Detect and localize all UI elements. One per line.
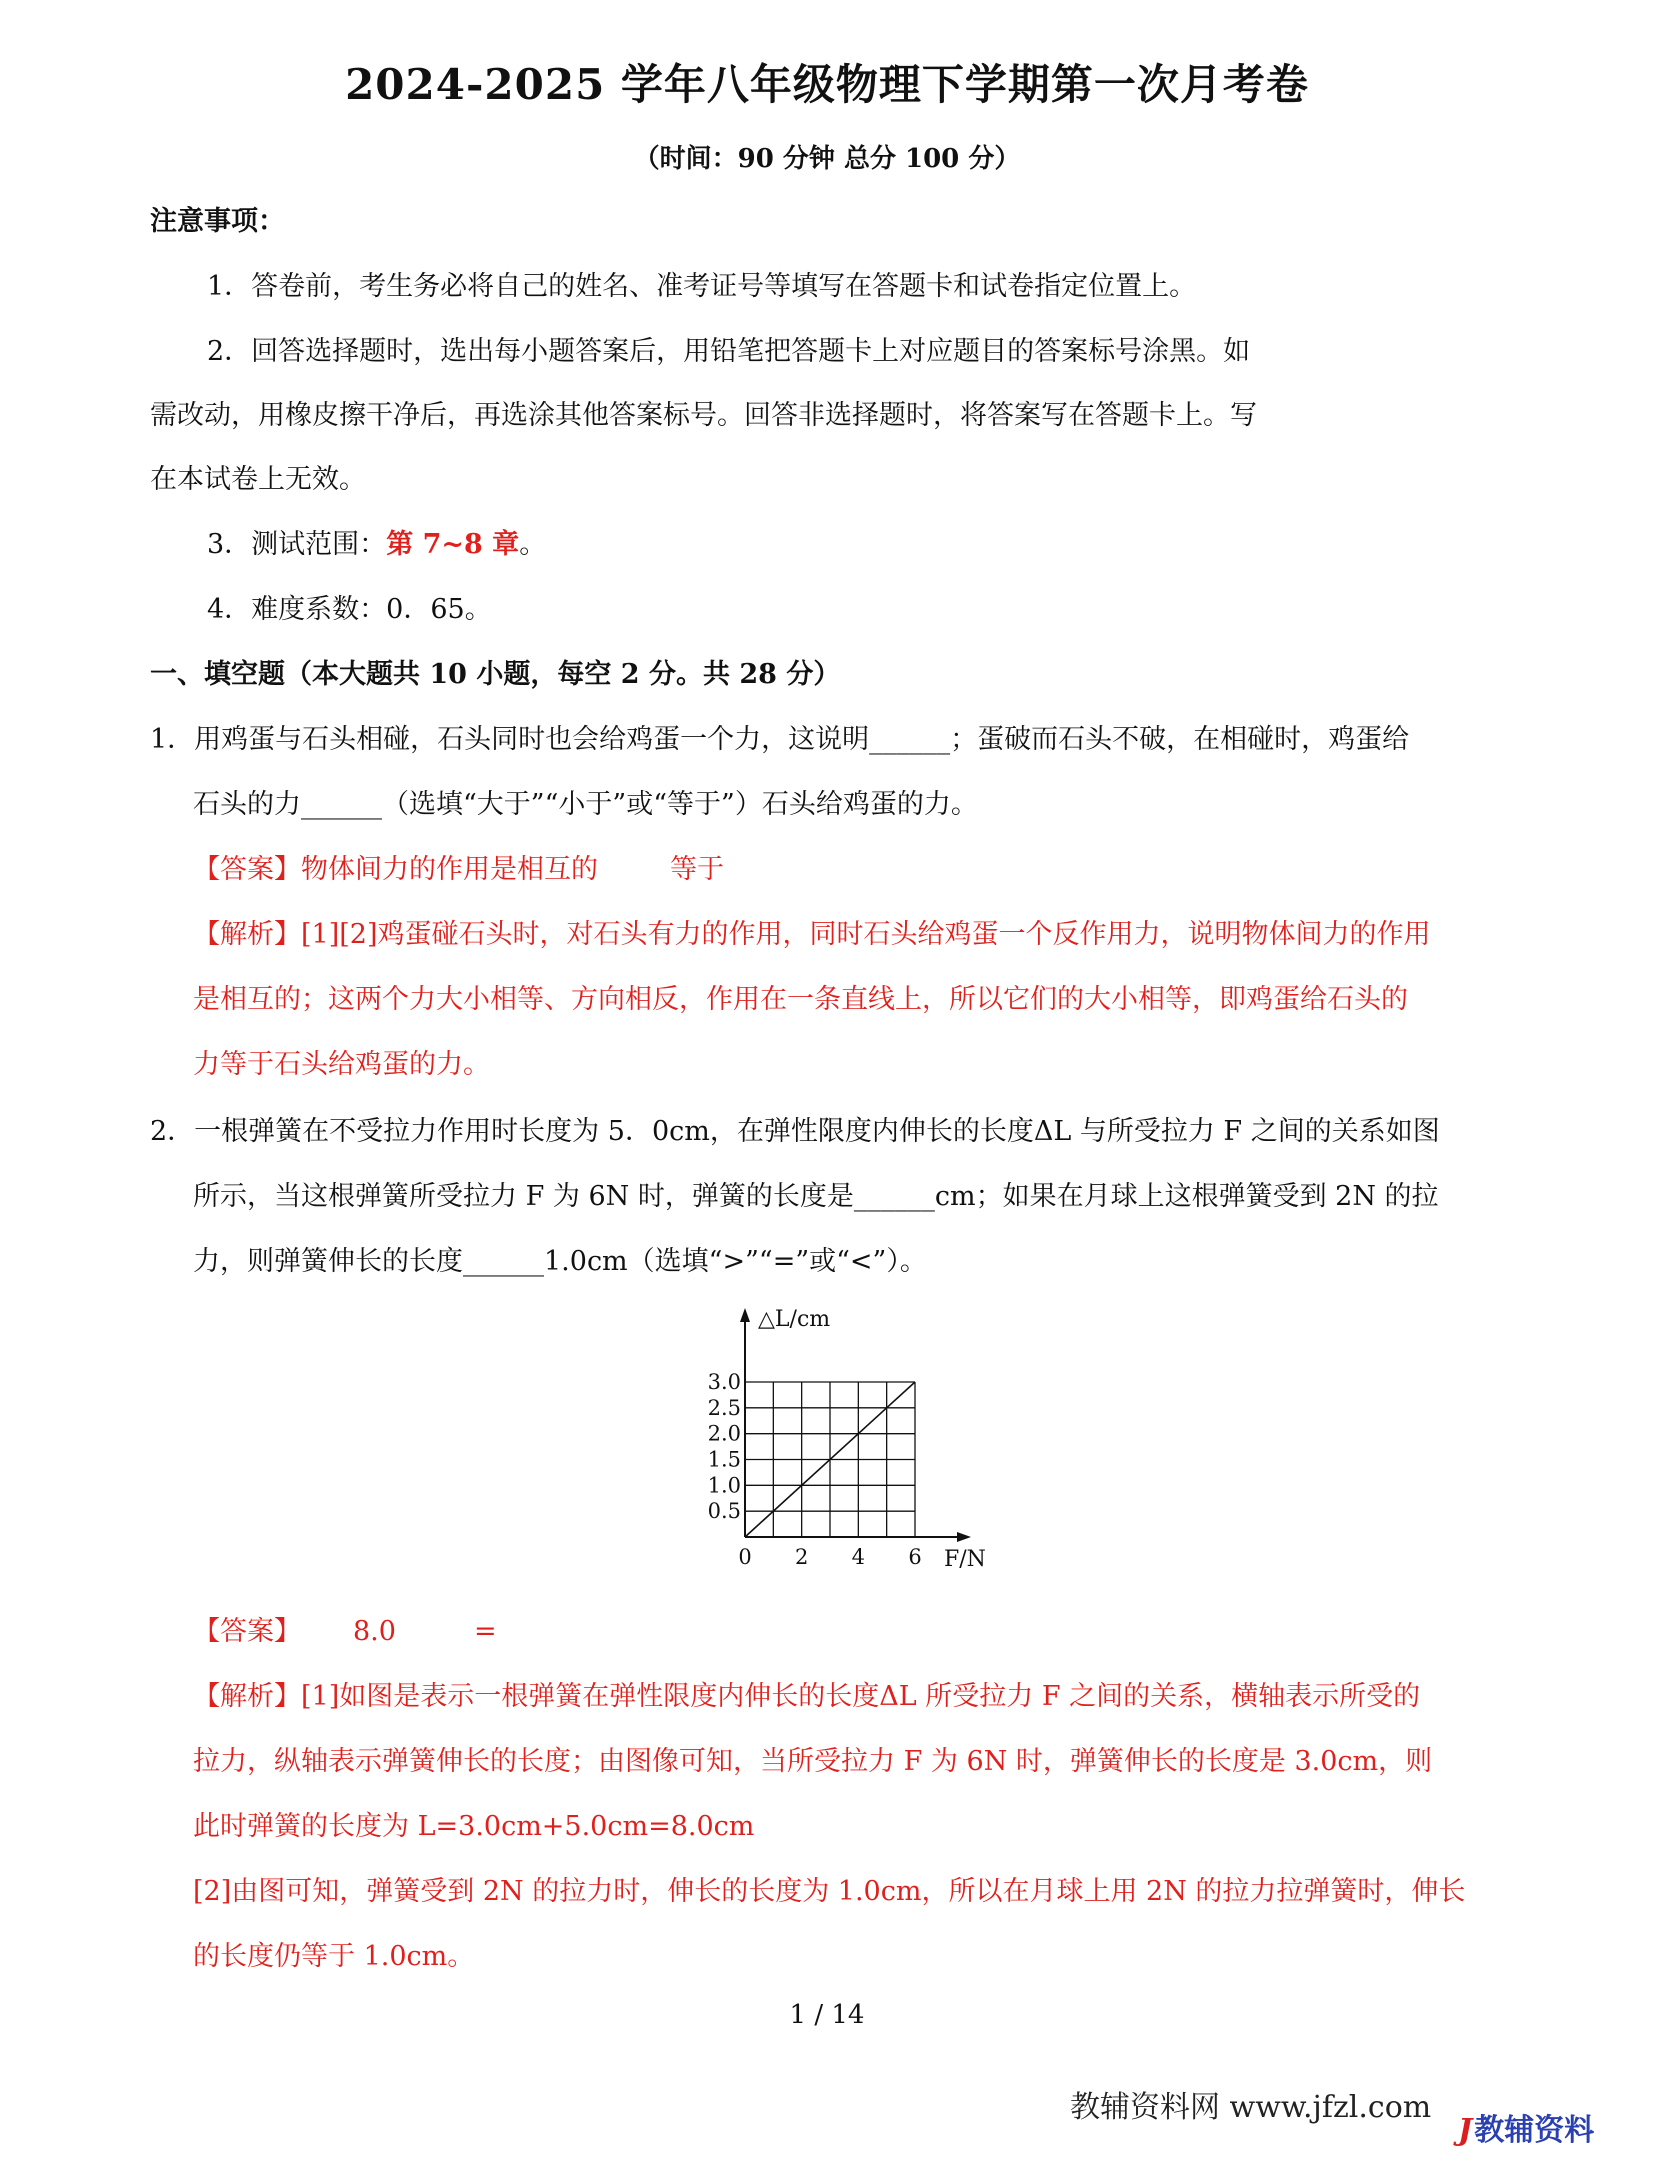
chart-y-tick-label: 1.0	[707, 1473, 741, 1498]
notice-item-3	[207, 525, 546, 565]
chart-x-tick-label: 4	[851, 1545, 866, 1569]
question-1-line-2: 石头的力______（选填“大于”“小于”或“等于”）石头给鸡蛋的力。	[193, 789, 978, 820]
analysis-tag: 【解析】	[193, 1681, 301, 1712]
chart-y-tick-label: 1.5	[707, 1447, 741, 1472]
test-range: 第 7~8 章	[386, 529, 520, 560]
notice-item-2-line-2: 需改动，用橡皮擦干净后，再选涂其他答案标号。回答非选择题时，将答案写在答题卡上。写	[150, 400, 1257, 431]
notice-heading: 注意事项：	[150, 206, 285, 237]
answer-blank-2: =	[473, 1616, 497, 1647]
question-2-line-2: 所示，当这根弹簧所受拉力 F 为 6N 时，弹簧的长度是______cm；如果在月球上这根弹簧受到 2N 的拉	[193, 1181, 1439, 1212]
chart-x-tick-label: 6	[908, 1545, 922, 1569]
question-2-analysis-line-2: 拉力，纵轴表示弹簧伸长的长度；由图像可知，当所受拉力 F 为 6N 时，弹簧伸长的长度是 3.0cm，则	[193, 1746, 1433, 1777]
logo-text: 教辅资料	[1474, 2113, 1595, 2148]
notice-item-2-line-3: 在本试卷上无效。	[150, 464, 366, 495]
logo-mark-icon: J	[1458, 2113, 1473, 2148]
chart-y-tick-label: 2.5	[707, 1395, 741, 1420]
question-2-analysis-line-5: 的长度仍等于 1.0cm。	[193, 1941, 475, 1972]
chart-y-axis-label: △L/cm	[758, 1307, 831, 1332]
notice-item-1: 1．答卷前，考生务必将自己的姓名、准考证号等填写在答题卡和试卷指定位置上。	[207, 271, 1197, 302]
brand-logo	[1458, 2105, 1594, 2149]
notice-item-2-line-1: 2．回答选择题时，选出每小题答案后，用铅笔把答题卡上对应题目的答案标号涂黑。如	[207, 336, 1251, 367]
question-2-analysis-line-1	[193, 1677, 1420, 1717]
question-2-answer	[193, 1612, 497, 1652]
site-watermark: 教辅资料网 www.jfzl.com	[1070, 2090, 1432, 2125]
question-1-analysis-line-3: 力等于石头给鸡蛋的力。	[193, 1049, 490, 1080]
chart-y-axis-arrow	[740, 1308, 750, 1322]
chart-x-tick-label: 2	[794, 1545, 809, 1569]
question-2-line-3: 力，则弹簧伸长的长度______1.0cm（选填“>”“=”或“<”）。	[193, 1246, 927, 1277]
question-1-answer	[193, 850, 724, 890]
page-title: 2024-2025 学年八年级物理下学期第一次月考卷	[345, 60, 1309, 109]
analysis-text: [1][2]鸡蛋碰石头时，对石头有力的作用，同时石头给鸡蛋一个反作用力，说明物体间力的作用	[301, 919, 1431, 950]
chart-x-tick-label: 0	[738, 1545, 752, 1569]
chart-y-tick-label: 2.0	[707, 1421, 741, 1446]
page-number: 1 / 14	[789, 2000, 865, 2030]
chart-y-tick-label: 0.5	[707, 1499, 741, 1524]
question-1-analysis-line-2: 是相互的；这两个力大小相等、方向相反，作用在一条直线上，所以它们的大小相等，即鸡蛋给石头的	[193, 984, 1408, 1015]
question-2-analysis-line-4: [2]由图可知，弹簧受到 2N 的拉力时，伸长的长度为 1.0cm，所以在月球上用 2N 的拉力拉弹簧时，伸长	[193, 1876, 1466, 1907]
answer-blank-2: 等于	[670, 854, 724, 885]
notice-item-3-prefix: 3．测试范围：	[207, 529, 387, 560]
chart-x-axis-arrow	[957, 1532, 971, 1542]
analysis-tag: 【解析】	[193, 919, 301, 950]
question-1-line-1: 1．用鸡蛋与石头相碰，石头同时也会给鸡蛋一个力，这说明______；蛋破而石头不破，在相碰时，鸡蛋给	[150, 724, 1410, 755]
spring-extension-chart	[700, 1300, 1000, 1580]
chart-x-axis-label: F/N	[944, 1547, 986, 1572]
answer-blank-1: 8.0	[353, 1616, 396, 1647]
notice-item-4: 4．难度系数：0．65。	[207, 594, 492, 625]
answer-tag: 【答案】	[193, 1616, 301, 1647]
exam-time-info: （时间：90 分钟 总分 100 分）	[633, 144, 1021, 174]
chart-y-tick-label: 3.0	[707, 1370, 741, 1394]
section-heading: 一、填空题（本大题共 10 小题，每空 2 分。共 28 分）	[150, 659, 841, 690]
answer-tag: 【答案】	[193, 854, 301, 885]
question-2-analysis-line-3: 此时弹簧的长度为 L=3.0cm+5.0cm=8.0cm	[193, 1811, 755, 1842]
question-1-analysis-line-1	[193, 915, 1431, 955]
analysis-text: [1]如图是表示一根弹簧在弹性限度内伸长的长度ΔL 所受拉力 F 之间的关系，横轴表示所受的	[301, 1681, 1421, 1712]
question-2-line-1: 2．一根弹簧在不受拉力作用时长度为 5．0cm，在弹性限度内伸长的长度ΔL 与所受拉力 F 之间的关系如图	[150, 1116, 1440, 1147]
answer-blank-1: 物体间力的作用是相互的	[301, 854, 598, 885]
notice-item-3-suffix: 。	[519, 529, 547, 560]
